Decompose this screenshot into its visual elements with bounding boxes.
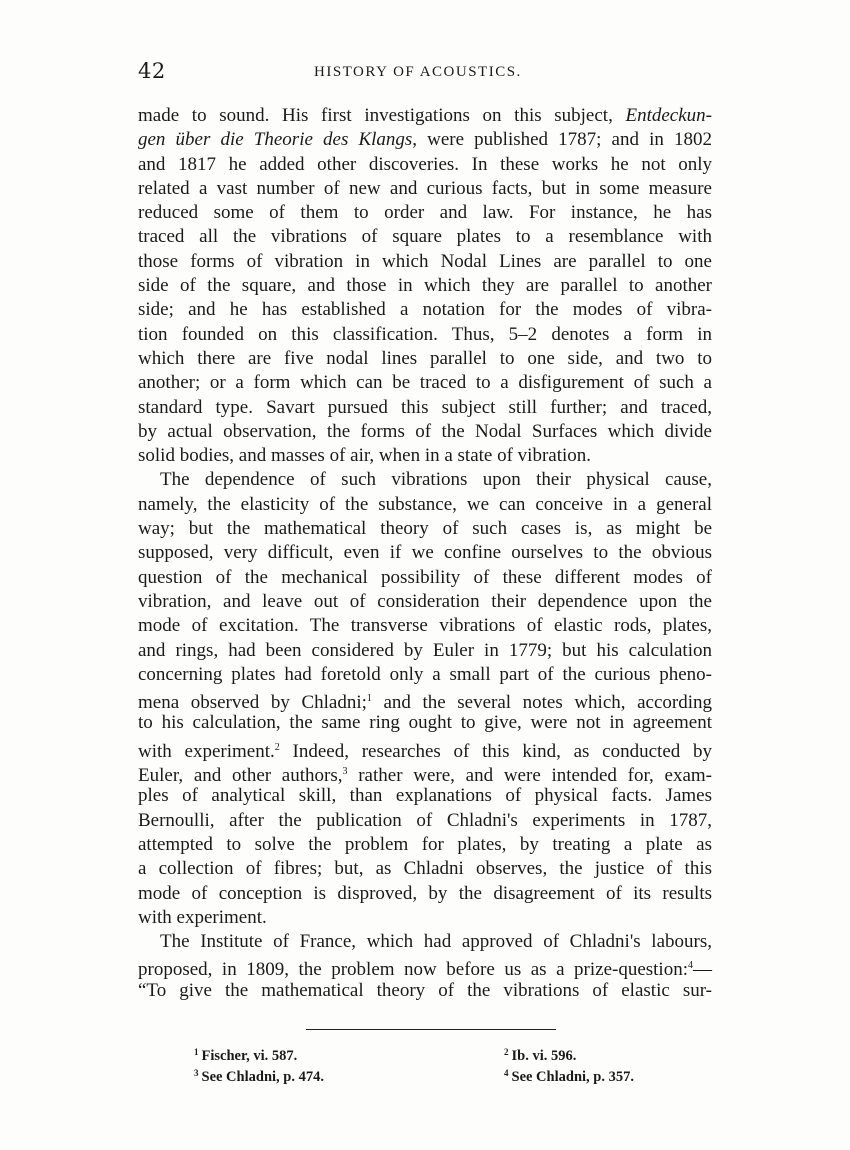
- text-line: and 1817 he added other discoveries. In these works he not only: [138, 153, 712, 175]
- page-number: 42: [138, 59, 166, 83]
- text-line: [138, 128, 712, 152]
- line-lead: Euler, and other authors,: [138, 765, 343, 787]
- text-line: question of the mechanical possibility of these different modes of: [138, 566, 712, 588]
- footnote-text: Fischer, vi. 587.: [201, 1048, 298, 1064]
- text-line: [138, 104, 712, 128]
- text-line: vibration, and leave out of consideration their dependence upon the: [138, 590, 712, 612]
- line-tail: and the several notes which, according: [371, 692, 712, 714]
- text-line: supposed, very difficult, even if we confine ourselves to the obvious: [138, 542, 712, 564]
- footnote-mark: 1: [194, 1047, 199, 1057]
- italic-title: Entdeckun-: [625, 105, 712, 126]
- page-header: [138, 59, 712, 89]
- text-line: solid bodies, and masses of air, when in a state of vibration.: [138, 445, 592, 467]
- text-line: concerning plates had foretold only a small part of the curious pheno-: [138, 663, 712, 685]
- text-line: tion founded on this classification. Thus, 5–2 denotes a form in: [138, 323, 712, 345]
- text-line: with experiment.: [138, 906, 267, 928]
- footnote-ref: 2: [274, 741, 280, 753]
- text-line: which there are five nodal lines parallel to one side, and two to: [138, 347, 712, 369]
- line-tail: Indeed, researches of this kind, as conducted by: [279, 740, 713, 762]
- text-line: to his calculation, the same ring ought to give, were not in agreement: [138, 712, 712, 734]
- text-line: a collection of fibres; but, as Chladni observes, the justice of this: [138, 858, 712, 880]
- line-lead: proposed, in 1809, the problem now before us as a prize-question:: [138, 959, 688, 981]
- footnote-divider: [306, 1029, 556, 1030]
- text-line: attempted to solve the problem for plates, by treating a plate as: [138, 833, 712, 855]
- line-lead: made to sound. His first investigations on this subject,: [138, 105, 626, 126]
- text-line: Bernoulli, after the publication of Chladni's experiments in 1787,: [138, 809, 712, 831]
- text-line: reduced some of them to order and law. For instance, he has: [138, 202, 712, 224]
- text-line: side; and he has established a notation for the modes of vibra-: [138, 299, 712, 321]
- text-line: by actual observation, the forms of the Nodal Surfaces which divide: [138, 420, 712, 442]
- text-line: ples of analytical skill, than explanations of physical facts. James: [138, 785, 712, 807]
- footnote-mark: 4: [504, 1068, 509, 1078]
- footnote-mark: 3: [194, 1068, 199, 1078]
- footnote-text: Ib. vi. 596.: [511, 1048, 577, 1064]
- text-line: standard type. Savart pursued this subject still further; and traced,: [138, 396, 712, 418]
- text-line: The Institute of France, which had approved of Chladni's labours,: [160, 931, 712, 953]
- footnote-text: See Chladni, p. 474.: [201, 1069, 324, 1085]
- text-line: related a vast number of new and curious facts, but in some measure: [138, 177, 712, 199]
- text-line: [138, 760, 712, 787]
- running-title: HISTORY OF ACOUSTICS.: [314, 64, 522, 80]
- text-line: [138, 736, 712, 760]
- text-line: namely, the elasticity of the substance, we can conceive in a general: [138, 493, 712, 515]
- line-tail: —: [693, 959, 712, 981]
- text-line: side of the square, and those in which they are parallel to another: [138, 275, 712, 297]
- text-line: traced all the vibrations of square plates to a resemblance with: [138, 226, 712, 248]
- footnote-text: See Chladni, p. 357.: [511, 1069, 634, 1085]
- footnote-4: [504, 1061, 634, 1089]
- line-lead: with experiment.: [138, 740, 275, 762]
- footnote-ref: 3: [342, 766, 348, 778]
- footnote-ref: 4: [688, 960, 693, 972]
- text-line: and rings, had been considered by Euler in 1779; but his calculation: [138, 639, 712, 661]
- line-lead: mena observed by Chladni;: [138, 692, 367, 714]
- text-line: mode of conception is disproved, by the disagreement of its results: [138, 882, 712, 904]
- text-line: another; or a form which can be traced to a disfigurement of such a: [138, 372, 712, 394]
- text-line: way; but the mathematical theory of such cases is, as might be: [138, 518, 712, 540]
- text-line: The dependence of such vibrations upon their physical cause,: [160, 469, 712, 491]
- footnote-ref: 1: [366, 693, 372, 705]
- line-tail: rather were, and were intended for, exam-: [347, 765, 712, 787]
- text-line: those forms of vibration in which Nodal Lines are parallel to one: [138, 250, 712, 272]
- footnote-mark: 2: [504, 1047, 509, 1057]
- text-line: [138, 954, 712, 981]
- text-line: [138, 687, 712, 714]
- text-line: “To give the mathematical theory of the vibrations of elastic sur-: [138, 979, 712, 1001]
- body-text: [138, 104, 712, 1003]
- footnote-3: [194, 1061, 324, 1089]
- line-tail: , were published 1787; and in 1802: [412, 129, 712, 151]
- italic-title: gen über die Theorie des Klangs: [138, 129, 413, 151]
- text-line: mode of excitation. The transverse vibrations of elastic rods, plates,: [138, 615, 712, 637]
